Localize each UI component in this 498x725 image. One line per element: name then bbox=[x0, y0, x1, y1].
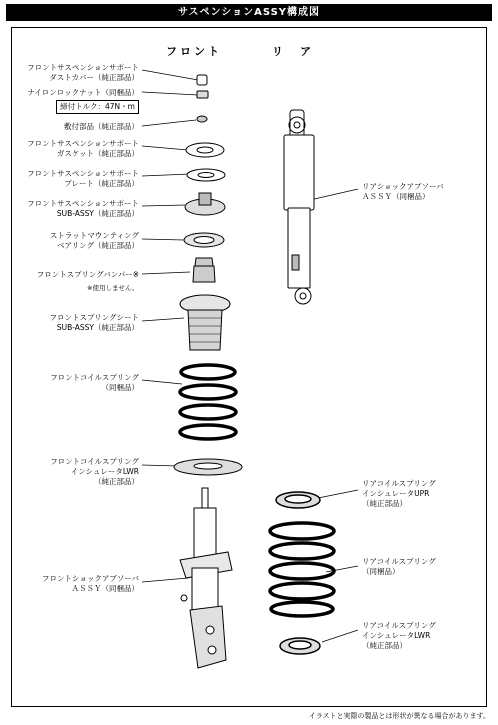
washer-shape bbox=[197, 116, 207, 122]
label-nylon-lock-nut: ナイロンロックナット（同梱品） bbox=[27, 88, 139, 97]
label-rear-shock-absorber: リアショックアブソーバ ＡＳＳＹ（同梱品） bbox=[362, 182, 444, 201]
leader-seat bbox=[142, 318, 184, 321]
label-washer: 敷付部品（純正部品） bbox=[64, 122, 139, 131]
rear-coil-spring-shape bbox=[270, 523, 334, 616]
spring-seat-boot bbox=[188, 310, 222, 350]
support-sub-assy-top bbox=[199, 193, 211, 205]
leader-washer bbox=[142, 120, 196, 126]
label-rear-insulator-lwr: リアコイルスプリング インシュレータLWR （純正部品） bbox=[362, 621, 436, 650]
leader-front-insulator bbox=[142, 465, 178, 466]
leader-bumper bbox=[142, 272, 190, 274]
label-rear-insulator-upr: リアコイルスプリング インシュレータUPR （純正部品） bbox=[362, 479, 436, 508]
leader-sub-assy bbox=[142, 205, 185, 206]
leader-bearing bbox=[142, 239, 184, 240]
rear-shock-shape bbox=[284, 110, 314, 304]
label-strut-bearing: ストラットマウンティング ベアリング（純正部品） bbox=[49, 231, 139, 250]
footnote: イラストと実際の製品とは形状が異なる場合があります。 bbox=[308, 712, 490, 720]
plate-hole bbox=[198, 173, 214, 178]
leader-gasket bbox=[142, 146, 188, 150]
leader-rear-shock bbox=[310, 189, 358, 200]
leader-plate bbox=[142, 174, 190, 176]
leader-rear-insulator-upr bbox=[318, 490, 358, 498]
label-spring-seat: フロントスプリングシート SUB-ASSY（純正部品） bbox=[49, 313, 139, 332]
bearing-hole bbox=[194, 237, 214, 244]
lock-nut-shape bbox=[197, 91, 208, 98]
front-shock-shape bbox=[180, 488, 232, 668]
label-front-shock-absorber: フロントショックアブソーバ ＡＳＳＹ（同梱品） bbox=[42, 574, 139, 593]
page-title: サスペンションASSY構成図 bbox=[6, 4, 492, 21]
label-front-coil-spring: フロントコイルスプリング （同梱品） bbox=[50, 373, 139, 392]
leader-dust-cover bbox=[142, 70, 198, 80]
label-support-sub-assy: フロントサスペンションサポート SUB-ASSY（純正部品） bbox=[27, 199, 139, 218]
front-header: フロント bbox=[166, 45, 222, 58]
rear-header: リ ア bbox=[272, 45, 314, 58]
label-spring-bumper: フロントスプリングバンパー※ bbox=[36, 270, 139, 279]
label-support-gasket: フロントサスペンションサポート ガスケット（純正部品） bbox=[27, 139, 139, 158]
label-spring-bumper-note: ※使用しません。 bbox=[87, 284, 139, 292]
label-rear-coil-spring: リアコイルスプリング （同梱品） bbox=[362, 557, 436, 576]
label-support-dust-cover: フロントサスペンションサポート ダストカバー（純正部品） bbox=[27, 63, 139, 82]
label-support-plate: フロントサスペンションサポート プレート（純正部品） bbox=[27, 169, 139, 188]
gasket-hole bbox=[197, 147, 213, 153]
front-coil-spring-shape bbox=[180, 365, 236, 439]
bumper-shape bbox=[193, 258, 215, 282]
torque-box: 締付トルク：47N・m bbox=[56, 100, 139, 114]
leader-front-shock bbox=[142, 578, 188, 582]
leader-rear-insulator-lwr bbox=[322, 630, 358, 642]
leader-front-coil bbox=[142, 380, 182, 384]
label-front-insulator-lwr: フロントコイルスプリング インシュレータLWR （純正部品） bbox=[50, 457, 139, 486]
leader-lock-nut bbox=[142, 92, 198, 95]
dust-cover-shape bbox=[197, 75, 207, 85]
